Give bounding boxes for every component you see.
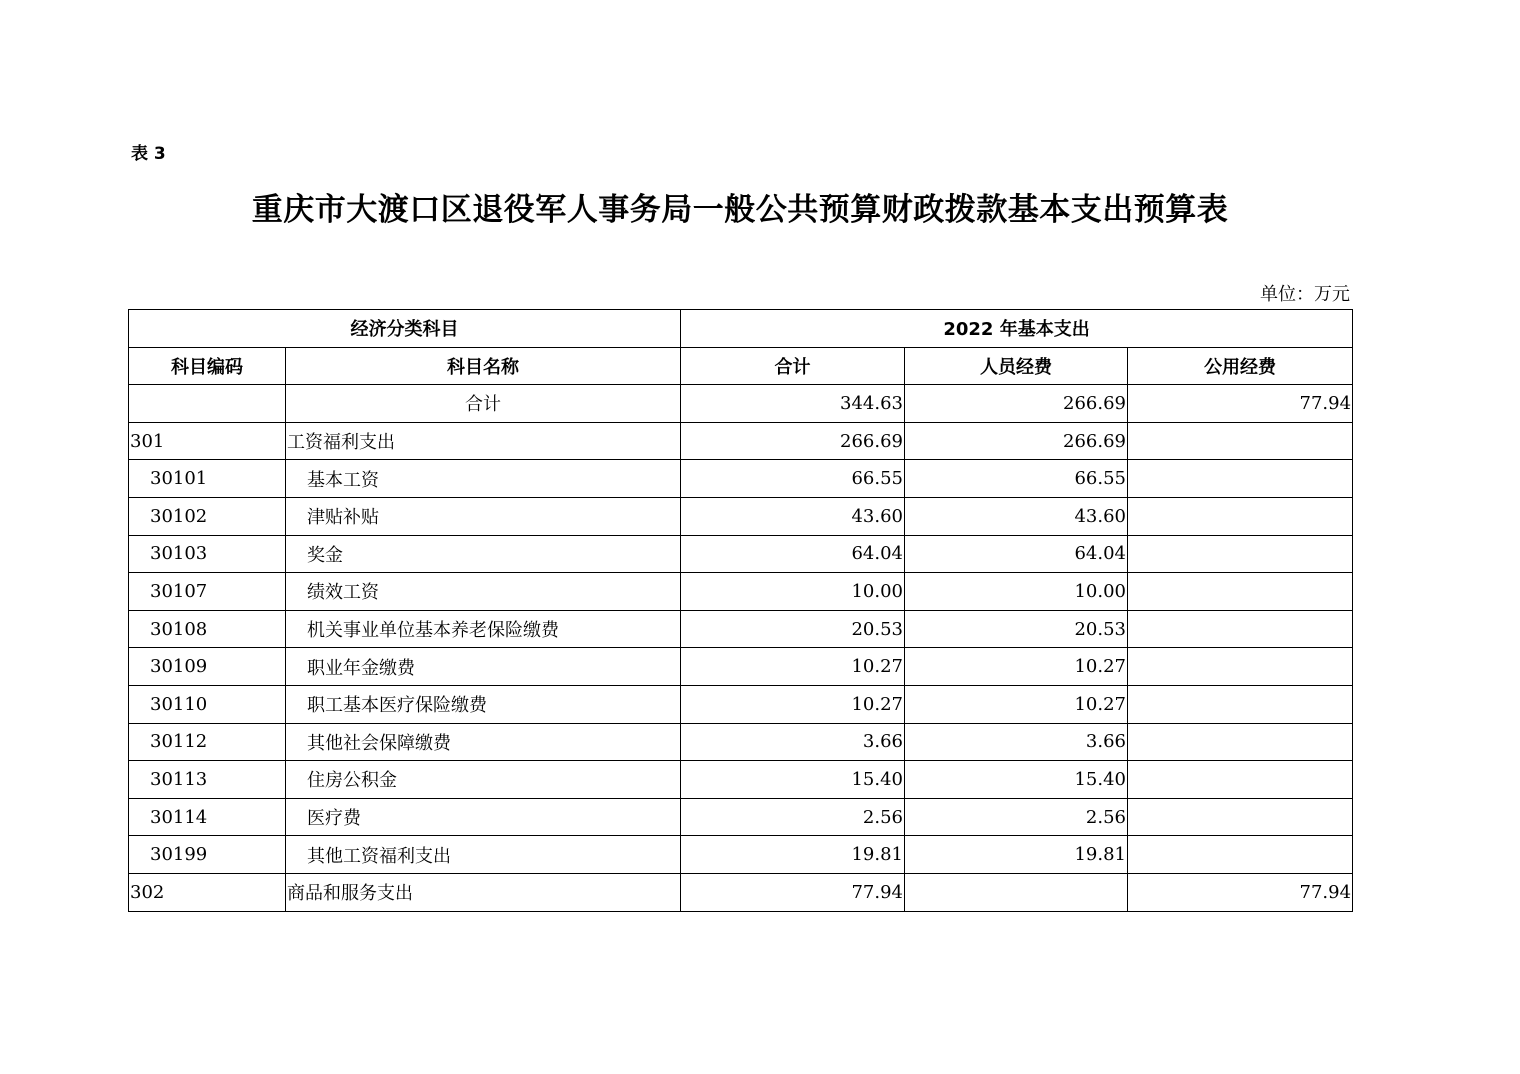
cell-name: 津贴补贴 [286, 497, 681, 535]
table-row [129, 497, 1353, 535]
cell-personnel: 19.81 [905, 836, 1128, 874]
cell-total: 19.81 [681, 836, 905, 874]
cell-code: 30109 [129, 648, 286, 686]
cell-code: 30110 [129, 685, 286, 723]
cell-name: 职工基本医疗保险缴费 [286, 685, 681, 723]
cell-public [1128, 798, 1353, 836]
cell-public: 77.94 [1128, 385, 1353, 423]
cell-public: 77.94 [1128, 873, 1353, 911]
table-row [129, 836, 1353, 874]
cell-total: 66.55 [681, 460, 905, 498]
cell-name: 住房公积金 [286, 761, 681, 799]
budget-table [128, 309, 1353, 912]
unit-label: 单位：万元 [1260, 284, 1350, 305]
cell-personnel: 20.53 [905, 610, 1128, 648]
cell-total: 266.69 [681, 422, 905, 460]
cell-code: 30103 [129, 535, 286, 573]
cell-public [1128, 573, 1353, 611]
cell-public [1128, 685, 1353, 723]
cell-name: 商品和服务支出 [286, 873, 681, 911]
table-row [129, 798, 1353, 836]
cell-code: 30107 [129, 573, 286, 611]
cell-name: 其他社会保障缴费 [286, 723, 681, 761]
cell-personnel: 66.55 [905, 460, 1128, 498]
cell-total: 3.66 [681, 723, 905, 761]
header-column-row [129, 347, 1353, 385]
table-row [129, 648, 1353, 686]
cell-public [1128, 535, 1353, 573]
cell-personnel [905, 873, 1128, 911]
header-economic-category: 经济分类科目 [129, 310, 681, 348]
header-personnel: 人员经费 [905, 347, 1128, 385]
table-row [129, 460, 1353, 498]
cell-total: 10.27 [681, 648, 905, 686]
cell-code: 30112 [129, 723, 286, 761]
cell-total: 20.53 [681, 610, 905, 648]
cell-personnel: 266.69 [905, 422, 1128, 460]
table-row [129, 422, 1353, 460]
table-row [129, 573, 1353, 611]
cell-personnel: 43.60 [905, 497, 1128, 535]
cell-code: 301 [129, 422, 286, 460]
cell-total: 10.27 [681, 685, 905, 723]
cell-code [129, 385, 286, 423]
cell-total: 2.56 [681, 798, 905, 836]
cell-name: 医疗费 [286, 798, 681, 836]
header-total: 合计 [681, 347, 905, 385]
header-group-row [129, 310, 1353, 348]
cell-public [1128, 723, 1353, 761]
cell-total: 43.60 [681, 497, 905, 535]
page-title: 重庆市大渡口区退役军人事务局一般公共预算财政拨款基本支出预算表 [251, 192, 1229, 228]
cell-personnel: 10.27 [905, 648, 1128, 686]
cell-public [1128, 610, 1353, 648]
header-public: 公用经费 [1128, 347, 1353, 385]
cell-public [1128, 422, 1353, 460]
table-row [129, 535, 1353, 573]
cell-code: 30199 [129, 836, 286, 874]
table-row [129, 873, 1353, 911]
header-basic-expenditure: 2022 年基本支出 [681, 310, 1353, 348]
cell-public [1128, 497, 1353, 535]
cell-code: 30113 [129, 761, 286, 799]
cell-personnel: 15.40 [905, 761, 1128, 799]
cell-name: 职业年金缴费 [286, 648, 681, 686]
cell-public [1128, 648, 1353, 686]
cell-name: 奖金 [286, 535, 681, 573]
cell-code: 30114 [129, 798, 286, 836]
table-label: 表 3 [131, 144, 166, 164]
table-row [129, 761, 1353, 799]
cell-name: 其他工资福利支出 [286, 836, 681, 874]
table-row [129, 685, 1353, 723]
cell-name: 机关事业单位基本养老保险缴费 [286, 610, 681, 648]
cell-public [1128, 460, 1353, 498]
cell-name: 基本工资 [286, 460, 681, 498]
header-name: 科目名称 [286, 347, 681, 385]
table-row [129, 610, 1353, 648]
cell-code: 30101 [129, 460, 286, 498]
cell-personnel: 2.56 [905, 798, 1128, 836]
table-row [129, 723, 1353, 761]
cell-personnel: 10.00 [905, 573, 1128, 611]
cell-personnel: 3.66 [905, 723, 1128, 761]
cell-public [1128, 836, 1353, 874]
cell-total: 10.00 [681, 573, 905, 611]
cell-name: 绩效工资 [286, 573, 681, 611]
cell-name: 合计 [286, 385, 681, 423]
cell-personnel: 64.04 [905, 535, 1128, 573]
cell-personnel: 266.69 [905, 385, 1128, 423]
cell-total: 64.04 [681, 535, 905, 573]
cell-name: 工资福利支出 [286, 422, 681, 460]
header-code: 科目编码 [129, 347, 286, 385]
cell-code: 30108 [129, 610, 286, 648]
cell-total: 15.40 [681, 761, 905, 799]
cell-public [1128, 761, 1353, 799]
cell-personnel: 10.27 [905, 685, 1128, 723]
cell-total: 344.63 [681, 385, 905, 423]
cell-code: 30102 [129, 497, 286, 535]
cell-total: 77.94 [681, 873, 905, 911]
cell-code: 302 [129, 873, 286, 911]
table-body [129, 385, 1353, 911]
total-row [129, 385, 1353, 423]
